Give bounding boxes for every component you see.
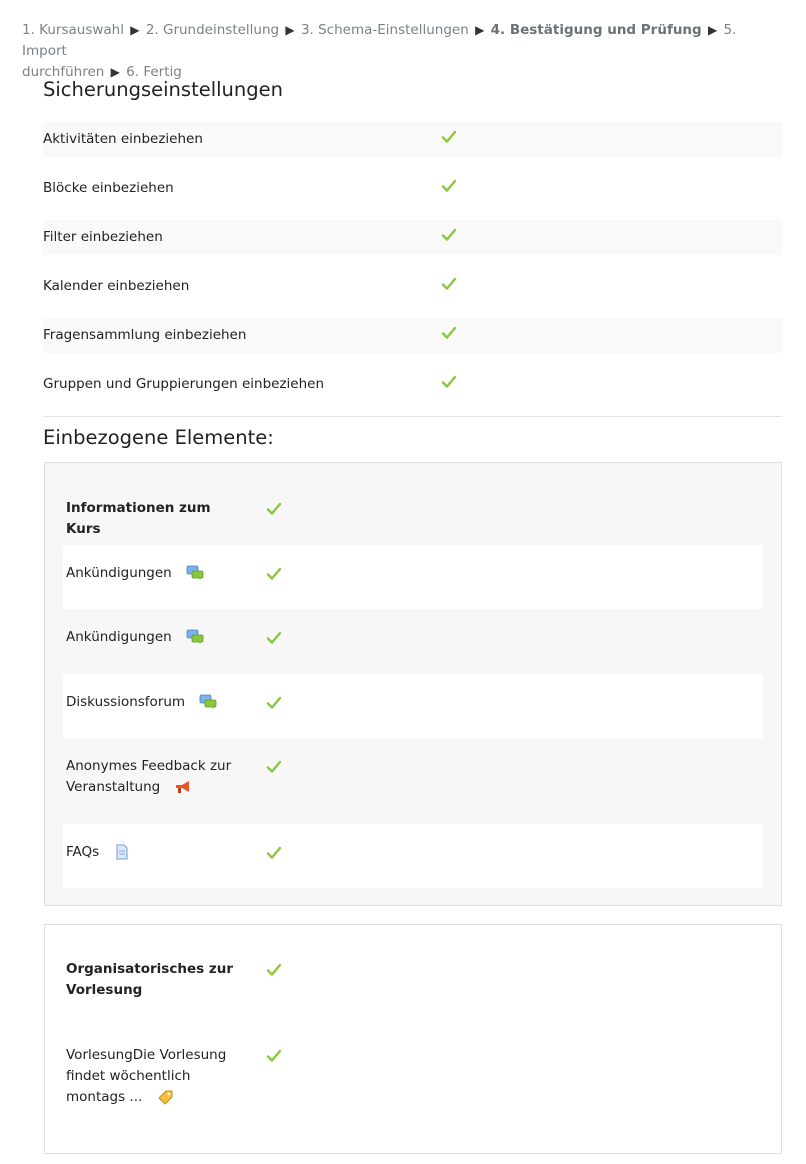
settings-row bbox=[43, 122, 782, 157]
activity-row bbox=[63, 609, 763, 673]
breadcrumb-separator-icon: ▶ bbox=[475, 23, 485, 37]
breadcrumb-separator-icon: ▶ bbox=[708, 23, 718, 37]
settings-list bbox=[43, 122, 782, 416]
activity-label: Ankündigungen bbox=[66, 627, 226, 648]
section-course-info bbox=[44, 462, 782, 906]
breadcrumb-separator-icon: ▶ bbox=[285, 23, 295, 37]
setting-label: Blöcke einbeziehen bbox=[43, 180, 174, 197]
check-icon bbox=[266, 630, 282, 646]
check-icon bbox=[266, 1048, 282, 1064]
check-icon bbox=[266, 566, 282, 582]
breadcrumb-step-done: 6. Fertig bbox=[126, 64, 182, 80]
settings-row bbox=[43, 171, 782, 206]
setting-label: Aktivitäten einbeziehen bbox=[43, 131, 203, 148]
breadcrumb-separator-icon: ▶ bbox=[110, 65, 120, 79]
section-organisational bbox=[44, 924, 782, 1154]
section-title: Organisatorisches zur Vorlesung bbox=[66, 961, 233, 998]
activity-label: Diskussionsforum bbox=[66, 692, 226, 713]
settings-heading: Sicherungseinstellungen bbox=[43, 78, 284, 101]
activity-row bbox=[63, 674, 763, 738]
check-icon bbox=[441, 227, 457, 243]
activity-label: FAQs bbox=[66, 842, 226, 863]
forum-icon bbox=[186, 565, 204, 581]
check-icon bbox=[266, 845, 282, 861]
activity-row bbox=[63, 739, 763, 823]
setting-label: Filter einbeziehen bbox=[43, 229, 163, 246]
setting-label: Gruppen und Gruppierungen einbeziehen bbox=[43, 376, 325, 393]
section-divider bbox=[43, 416, 782, 417]
activity-row bbox=[63, 545, 763, 609]
breadcrumb-step-confirmation: 4. Bestätigung und Prüfung bbox=[490, 22, 702, 38]
check-icon bbox=[266, 962, 282, 978]
breadcrumb-step-import: 5. Import bbox=[22, 22, 737, 59]
setting-label: Fragensammlung einbeziehen bbox=[43, 327, 247, 344]
section-header-row bbox=[63, 498, 763, 537]
breadcrumb-separator-icon: ▶ bbox=[130, 23, 140, 37]
settings-row bbox=[43, 367, 782, 402]
activity-label: Anonymes Feedback zur Veranstaltung bbox=[66, 758, 232, 795]
check-icon bbox=[441, 276, 457, 292]
page-icon bbox=[113, 844, 131, 860]
check-icon bbox=[266, 759, 282, 775]
check-icon bbox=[266, 501, 282, 517]
feedback-icon bbox=[174, 779, 192, 795]
breadcrumb-step-import-cont: durchführen bbox=[22, 64, 105, 80]
check-icon bbox=[266, 695, 282, 711]
check-icon bbox=[441, 129, 457, 145]
settings-row bbox=[43, 220, 782, 255]
activity-row bbox=[63, 824, 763, 888]
activity-label: Ankündigungen bbox=[66, 563, 226, 584]
check-icon bbox=[441, 325, 457, 341]
check-icon bbox=[441, 178, 457, 194]
breadcrumb-step-schema-settings: 3. Schema-Einstellungen bbox=[300, 22, 469, 38]
settings-row bbox=[43, 269, 782, 304]
forum-icon bbox=[199, 694, 217, 710]
setting-label: Kalender einbeziehen bbox=[43, 278, 190, 295]
settings-row bbox=[43, 318, 782, 353]
included-elements-heading: Einbezogene Elemente: bbox=[43, 426, 274, 449]
activity-label: VorlesungDie Vorlesung findet wöchentlich montags ... bbox=[66, 1047, 227, 1105]
check-icon bbox=[441, 374, 457, 390]
activity-row bbox=[63, 1045, 763, 1111]
breadcrumb-step-course-selection: 1. Kursauswahl bbox=[22, 22, 124, 38]
label-icon bbox=[156, 1089, 174, 1105]
section-title: Informationen zum Kurs bbox=[66, 500, 211, 537]
breadcrumb-step-initial-settings: 2. Grundeinstellung bbox=[145, 22, 280, 38]
forum-icon bbox=[186, 629, 204, 645]
breadcrumb bbox=[22, 20, 742, 83]
section-header-row bbox=[63, 959, 763, 1003]
